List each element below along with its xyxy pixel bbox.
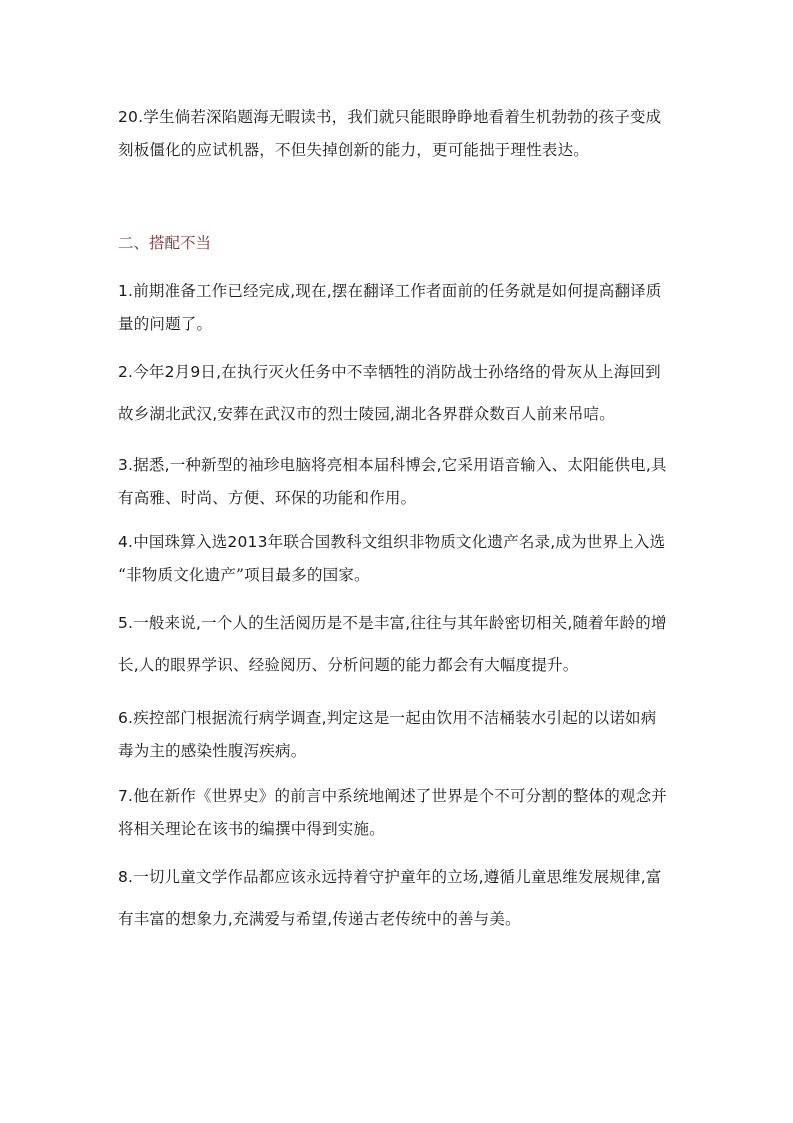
item-4-line-2: “非物质文化遗产”项目最多的国家。 <box>118 566 370 584</box>
item-8-line-2: 有丰富的想象力,充满爱与希望,传递古老传统中的善与美。 <box>118 910 521 928</box>
item-6 <box>118 702 678 768</box>
item-2 <box>118 351 678 435</box>
item-7-line-2: 将相关理论在该书的编撰中得到实施。 <box>118 820 385 838</box>
item-4-line-1: 4.中国珠算入选2013年联合国教科文组织非物质文化遗产名录,成为世界上入选 <box>118 533 666 551</box>
section-heading: 二、搭配不当 <box>118 234 212 252</box>
item-5 <box>118 602 678 686</box>
item-1-line-1: 1.前期准备工作已经完成,现在,摆在翻译工作者面前的任务就是如何提高翻译质 <box>118 282 662 300</box>
item-5-line-1: 5.一般来说,一个人的生活阅历是不是丰富,往往与其年龄密切相关,随着年龄的增 <box>118 614 667 632</box>
item-1-line-2: 量的问题了。 <box>118 315 213 333</box>
item-8-line-1: 8.一切儿童文学作品都应该永远持着守护童年的立场,遵循儿童思维发展规律,富 <box>118 868 662 886</box>
intro-line-1: 20.学生倘若深陷题海无暇读书，我们就只能眼睁睁地看着生机勃勃的孩子变成 <box>118 108 662 126</box>
item-2-line-1: 2.今年2月9日,在执行灭火任务中不幸牺牲的消防战士孙络络的骨灰从上海回到 <box>118 363 661 381</box>
item-7-line-1: 7.他在新作《世界史》的前言中系统地阐述了世界是个不可分割的整体的观念并 <box>118 787 667 805</box>
item-7 <box>118 780 678 846</box>
item-4 <box>118 526 678 592</box>
item-5-line-2: 长,人的眼界学识、经验阅历、分析问题的能力都会有大幅度提升。 <box>118 656 579 674</box>
item-3-line-1: 3.据悉,一种新型的袖珍电脑将亮相本届科博会,它采用语音输入、太阳能供电,具 <box>118 456 667 474</box>
item-8 <box>118 856 678 940</box>
item-2-line-2: 故乡湖北武汉,安葬在武汉市的烈士陵园,湖北各界群众数百人前来吊唁。 <box>118 405 615 423</box>
item-6-line-1: 6.疾控部门根据流行病学调查,判定这是一起由饮用不洁桶装水引起的以诺如病 <box>118 709 657 727</box>
intro-line-2: 刻板僵化的应试机器，不但失掉创新的能力，更可能拙于理性表达。 <box>118 141 590 159</box>
item-1 <box>118 275 678 341</box>
item-3 <box>118 449 678 515</box>
intro-paragraph <box>118 101 678 167</box>
item-6-line-2: 毒为主的感染性腹泻疾病。 <box>118 742 307 760</box>
item-3-line-2: 有高雅、时尚、方便、环保的功能和作用。 <box>118 489 417 507</box>
